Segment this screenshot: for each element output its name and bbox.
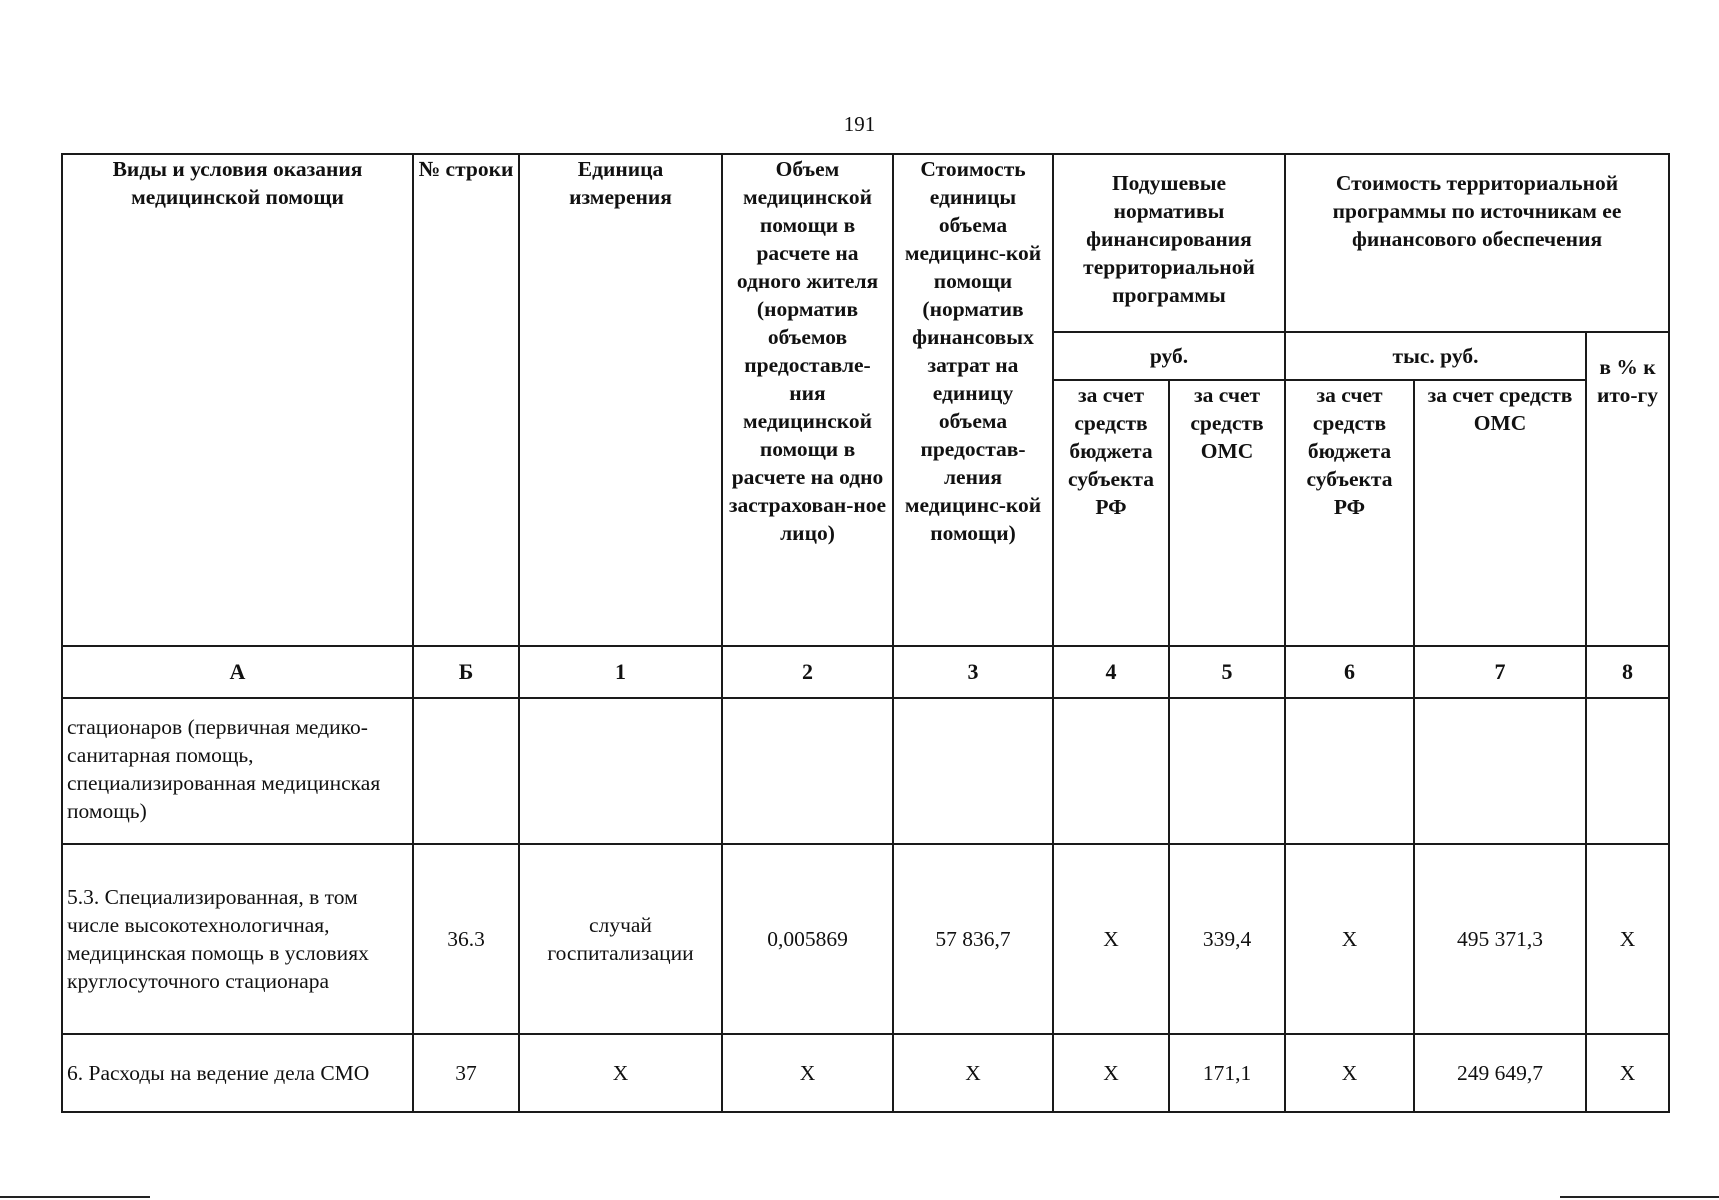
table-row bbox=[62, 1034, 1669, 1112]
column-number: 2 bbox=[722, 646, 893, 698]
volume-cell: 0,005869 bbox=[722, 844, 893, 1034]
column-number: А bbox=[62, 646, 413, 698]
table-cell: X bbox=[1586, 844, 1669, 1034]
table-cell: X bbox=[1285, 844, 1414, 1034]
header-col-1: Единица измерения bbox=[519, 154, 722, 646]
table-cell: X bbox=[1586, 1034, 1669, 1112]
table-cell bbox=[893, 698, 1053, 844]
table-cell bbox=[1285, 698, 1414, 844]
column-number: 7 bbox=[1414, 646, 1586, 698]
column-number: 3 bbox=[893, 646, 1053, 698]
footer-rule-right bbox=[1560, 1196, 1719, 1198]
header-unit-rub: руб. bbox=[1053, 332, 1285, 380]
header-col-8: в % к ито-гу bbox=[1586, 332, 1669, 646]
table-cell: X bbox=[1053, 1034, 1169, 1112]
header-col-6: за счет средств бюджета субъекта РФ bbox=[1285, 380, 1414, 646]
row-number-cell: 37 bbox=[413, 1034, 519, 1112]
column-number: 1 bbox=[519, 646, 722, 698]
header-col-3: Стоимость единицы объема медицинс-кой помощи (норматив финансовых затрат на единицу объема предостав-ления медицинс-кой помощи) bbox=[893, 154, 1053, 646]
header-col-7: за счет средств ОМС bbox=[1414, 380, 1586, 646]
row-number-cell: 36.3 bbox=[413, 844, 519, 1034]
table-cell bbox=[1169, 698, 1285, 844]
header-group-cost: Стоимость территориальной программы по источникам ее финансового обеспечения bbox=[1285, 154, 1669, 332]
table-cell: X bbox=[519, 1034, 722, 1112]
header-group-per-capita: Подушевые нормативы финансирования территориальной программы bbox=[1053, 154, 1285, 332]
header-col-4: за счет средств бюджета субъекта РФ bbox=[1053, 380, 1169, 646]
column-number: 4 bbox=[1053, 646, 1169, 698]
table-cell: 339,4 bbox=[1169, 844, 1285, 1034]
header-col-b: № строки bbox=[413, 154, 519, 646]
table-cell: X bbox=[722, 1034, 893, 1112]
unit-cost-cell: 57 836,7 bbox=[893, 844, 1053, 1034]
table-cell bbox=[1053, 698, 1169, 844]
table-row bbox=[62, 698, 1669, 844]
unit-cell: случай госпитализации bbox=[519, 844, 722, 1034]
table-cell: X bbox=[1053, 844, 1169, 1034]
column-number: 6 bbox=[1285, 646, 1414, 698]
table-cell: 249 649,7 bbox=[1414, 1034, 1586, 1112]
table-cell: X bbox=[1285, 1034, 1414, 1112]
column-number: Б bbox=[413, 646, 519, 698]
row-label: 5.3. Специализированная, в том числе высокотехнологичная, медицинская помощь в условиях круглосуточного стационара bbox=[62, 844, 413, 1034]
header-col-5: за счет средств ОМС bbox=[1169, 380, 1285, 646]
header-col-a: Виды и условия оказания медицинской помощи bbox=[62, 154, 413, 646]
table-cell bbox=[413, 698, 519, 844]
column-number-row bbox=[62, 646, 1669, 698]
header-col-2: Объем медицинской помощи в расчете на одного жителя (норматив объемов предоставле-ния медицинской помощи в расчете на одно застрахован-ное лицо) bbox=[722, 154, 893, 646]
table-cell bbox=[519, 698, 722, 844]
table-cell bbox=[1586, 698, 1669, 844]
table-cell: 495 371,3 bbox=[1414, 844, 1586, 1034]
table-cell bbox=[722, 698, 893, 844]
table-cell bbox=[1414, 698, 1586, 844]
row-label: стационаров (первичная медико-санитарная помощь, специализированная медицинская помощь) bbox=[62, 698, 413, 844]
footer-rule-left bbox=[0, 1196, 150, 1198]
budget-table bbox=[61, 153, 1670, 1113]
page-number: 191 bbox=[843, 112, 876, 136]
header-unit-thous-rub: тыс. руб. bbox=[1285, 332, 1586, 380]
table-cell: 171,1 bbox=[1169, 1034, 1285, 1112]
row-label: 6. Расходы на ведение дела СМО bbox=[62, 1034, 413, 1112]
column-number: 5 bbox=[1169, 646, 1285, 698]
table-cell: X bbox=[893, 1034, 1053, 1112]
column-number: 8 bbox=[1586, 646, 1669, 698]
header-row-1 bbox=[62, 154, 1669, 332]
table-row bbox=[62, 844, 1669, 1034]
